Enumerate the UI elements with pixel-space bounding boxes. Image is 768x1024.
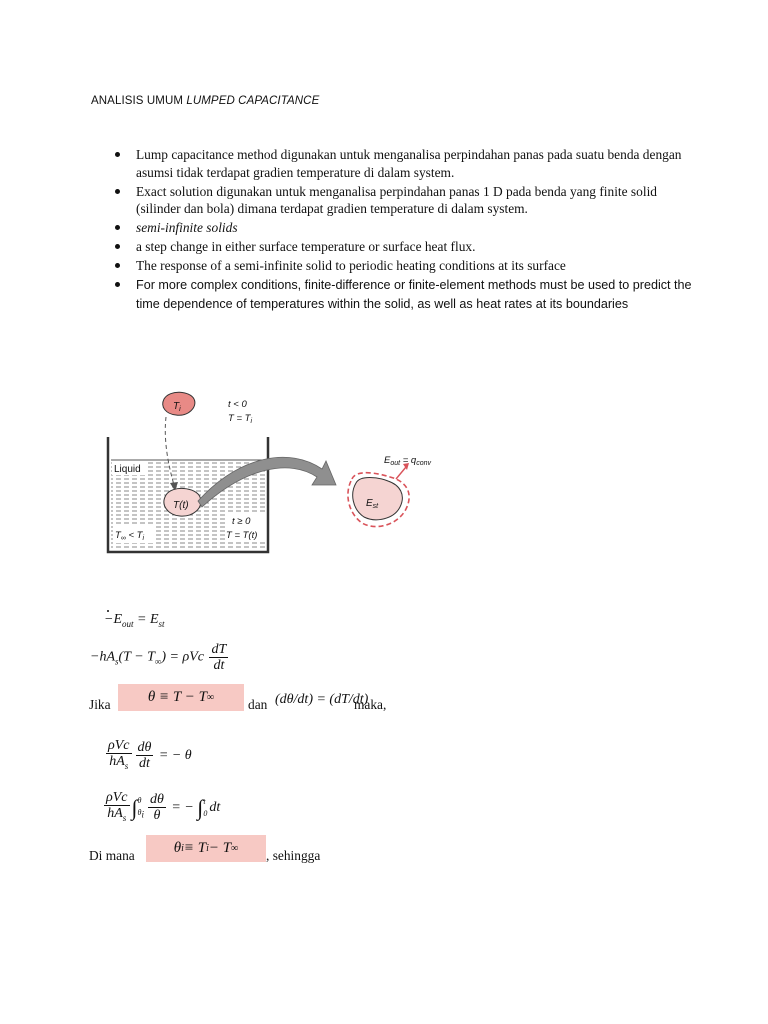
equation-differential: $\frac{\text{ρVc}}{hA_s}$ $\frac{d\theta}{dt}$ = − θ — [108, 738, 192, 772]
page-title — [91, 95, 319, 107]
eq1-lhs: −E — [104, 612, 122, 627]
cond-initial-2: $T = T_i$ — [228, 413, 252, 425]
cond-later-1: t ≥ 0 — [232, 516, 251, 527]
energy-out-arrow-shaft — [396, 467, 406, 479]
bullet-item: Exact solution digunakan untuk menganalisa perpindahan panas 1 D pada benda yang finite solid (silinder dan bola) dimana terdapat gradien temperature di dalam system. — [112, 183, 692, 218]
jika-text: Jika — [89, 697, 111, 712]
bullet-dot-icon — [115, 244, 120, 249]
bullet-dot-icon — [115, 152, 120, 157]
theta-i-definition-highlight: θ i ≡ T i − T ∞ — [146, 835, 266, 862]
title-italic: LUMPED CAPACITANCE — [186, 95, 320, 107]
bullet-dot-icon — [115, 263, 120, 268]
bullet-item: Lump capacitance method digunakan untuk menganalisa perpindahan panas pada suatu benda dengan asumsi tidak terdapat gradien temperature di dalam system. — [112, 146, 692, 181]
lumped-capacitance-figure — [100, 385, 470, 565]
control-volume-solid — [353, 478, 403, 520]
solid-initial-label: $T_i$ — [173, 401, 181, 413]
equation-integral: $\frac{\text{ρVc}}{hA_s}$ ∫ θ $\theta_i$ $\frac{d\theta}{\theta}$ = − ∫ t 0 dt — [106, 790, 221, 824]
theta-definition-highlight: θ ≡ T − T ∞ — [118, 684, 244, 711]
solid-initial — [163, 392, 253, 425]
integral-sign-icon: ∫ — [131, 794, 138, 820]
derivative-equality: (dθ/dt) = (dT/dt) — [275, 692, 369, 707]
bullet-dot-icon — [115, 225, 120, 230]
control-volume — [348, 455, 432, 527]
eq2-fraction: $\frac{dT}{dt}$ — [211, 642, 227, 673]
cond-later-2: T = T(t) — [226, 530, 258, 541]
bullet-dot-icon — [115, 189, 120, 194]
equation-convection: $-hA_s(T - T_\infty) = \rho Vc$ $\frac{dT}{dt}$ — [90, 642, 227, 673]
cond-liquid: $T_\infty < T_i$ — [115, 530, 145, 542]
integral-sign-icon: ∫ — [197, 794, 204, 820]
equation-energy-balance: $-E_{out} = E_{st}$ — [104, 612, 165, 629]
energy-out-label: $E_{out} = q_{conv}$ — [384, 455, 431, 467]
title-prefix: ANALISIS UMUM — [91, 95, 187, 107]
dan-text: dan — [248, 697, 268, 712]
liquid-label: Liquid — [114, 464, 141, 475]
control-volume-label: $E_{st}$ — [366, 498, 379, 510]
maka-text: maka, — [354, 697, 387, 712]
bullet-list — [112, 146, 692, 315]
bullet-item: For more complex conditions, finite-difference or finite-element methods must be used to predict the time dependence of temperatures within the solid, as well as heat rates at its boundaries — [112, 276, 692, 313]
eq1-rhs: = E — [133, 612, 159, 627]
bullet-item: The response of a semi-infinite solid to periodic heating conditions at its surface — [112, 257, 692, 275]
cond-initial-1: t < 0 — [228, 399, 247, 410]
solid-in-liquid — [164, 488, 201, 516]
sehingga-text: , sehingga — [266, 848, 321, 863]
bullet-dot-icon — [115, 282, 120, 287]
bullet-item: semi-infinite solids — [112, 219, 692, 237]
di-mana-text: Di mana — [89, 848, 135, 863]
bullet-item: a step change in either surface temperature or surface heat flux. — [112, 238, 692, 256]
solid-in-liquid-label: T(t) — [173, 500, 189, 511]
